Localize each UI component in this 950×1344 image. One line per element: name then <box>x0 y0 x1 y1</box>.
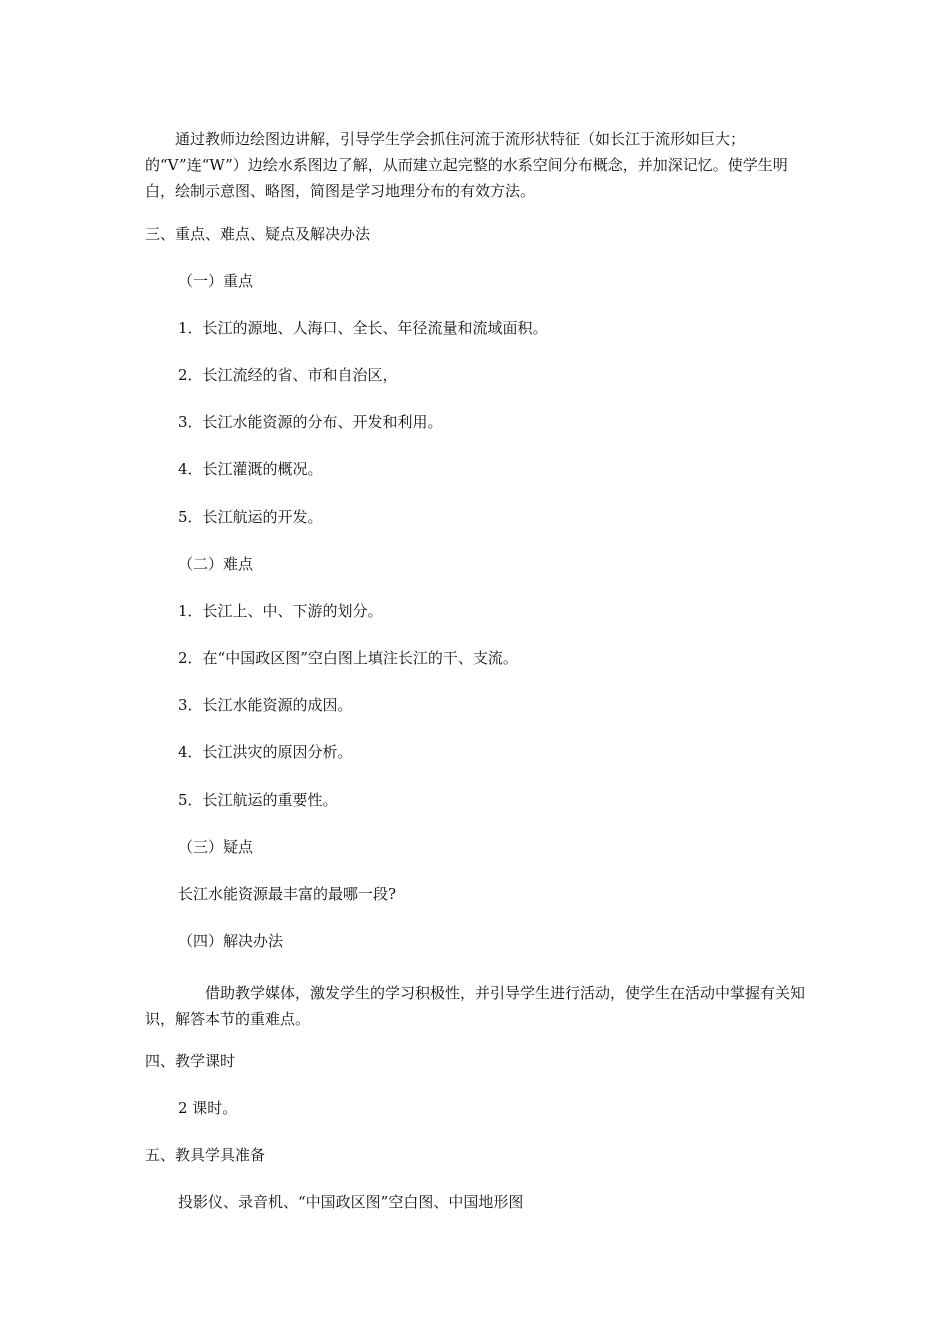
intro-paragraph: 通过教师边绘图边讲解，引导学生学会抓住河流于流形状特征（如长江于流形如巨大；的“V”连“W”）边绘水系图边了解，从而建立起完整的水系空间分布概念，并加深记忆。使学生明白，绘制示意图、略图，简图是学习地理分布的有效方法。 <box>145 130 788 200</box>
difficult-point-item: 5．长江航运的重要性。 <box>178 791 338 809</box>
key-point-item: 1．长江的源地、人海口、全长、年径流量和流域面积。 <box>178 319 548 337</box>
lesson-hours-text: 2 课时。 <box>178 1099 238 1117</box>
section-5-heading: 五、教具学具准备 <box>145 1146 266 1164</box>
difficult-point-item: 2．在“中国政区图”空白图上填注长江的干、支流。 <box>178 649 518 667</box>
key-point-item: 2．长江流经的省、市和自治区， <box>178 366 398 384</box>
doubt-text: 长江水能资源最丰富的最哪一段? <box>178 885 397 903</box>
teaching-tools-text: 投影仪、录音机、“中国政区图”空白图、中国地形图 <box>178 1193 524 1211</box>
key-point-item: 5．长江航运的开发。 <box>178 508 323 526</box>
difficult-point-item: 3．长江水能资源的成因。 <box>178 696 353 714</box>
key-point-item: 3．长江水能资源的分布、开发和利用。 <box>178 413 443 431</box>
solution-paragraph: 借助教学媒体，激发学生的学习积极性，并引导学生进行活动，使学生在活动中掌握有关知识，解答本节的重难点。 <box>145 984 806 1028</box>
difficult-point-item: 1．长江上、中、下游的划分。 <box>178 602 383 620</box>
section-4-heading: 四、教学课时 <box>145 1052 236 1070</box>
solution-heading: （四）解决办法 <box>178 932 284 950</box>
key-points-heading: （一）重点 <box>178 272 254 290</box>
section-3-heading: 三、重点、难点、疑点及解决办法 <box>145 225 371 243</box>
difficult-points-heading: （二）难点 <box>178 555 254 573</box>
doubt-heading: （三）疑点 <box>178 838 254 856</box>
key-point-item: 4．长江灌溉的概况。 <box>178 460 323 478</box>
difficult-point-item: 4．长江洪灾的原因分析。 <box>178 743 353 761</box>
